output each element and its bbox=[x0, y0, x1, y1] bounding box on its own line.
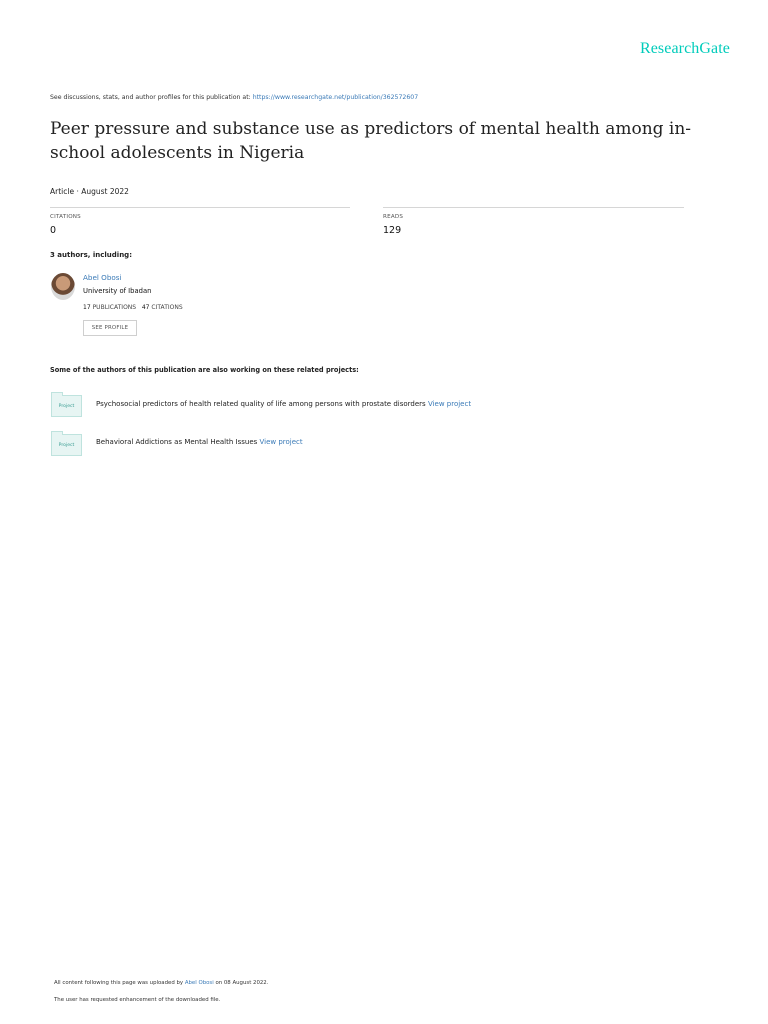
project-item bbox=[96, 438, 303, 446]
project-title: Psychosocial predictors of health related quality of life among persons with prostate disorders bbox=[96, 400, 426, 408]
author-citations-count: 47 bbox=[141, 304, 150, 311]
citations-value: 0 bbox=[50, 225, 57, 236]
uploader-link[interactable]: Abel Obosi bbox=[184, 980, 214, 986]
article-title: Peer pressure and substance use as predictors of mental health among in-school adolescents in Nigeria bbox=[50, 119, 692, 163]
author-citations-label: CITATIONS bbox=[151, 304, 183, 311]
project-folder-icon: Project bbox=[51, 395, 82, 417]
discussion-line bbox=[50, 94, 418, 101]
publication-link[interactable]: https://www.researchgate.net/publication/362572607 bbox=[252, 94, 419, 101]
project-folder-icon: Project bbox=[51, 434, 82, 456]
citations-label: CITATIONS bbox=[50, 214, 81, 220]
view-project-link[interactable]: View project bbox=[259, 438, 303, 446]
upload-note bbox=[54, 980, 268, 986]
see-profile-button[interactable]: SEE PROFILE bbox=[83, 320, 137, 336]
publications-count: 17 bbox=[83, 304, 91, 311]
upload-prefix: All content following this page was uploaded by bbox=[54, 980, 184, 986]
reads-value: 129 bbox=[383, 225, 402, 236]
view-project-link[interactable]: View project bbox=[427, 400, 472, 408]
reads-label: READS bbox=[383, 214, 404, 220]
project-item bbox=[96, 400, 471, 408]
citations-divider bbox=[50, 207, 350, 208]
reads-divider bbox=[383, 207, 684, 208]
projects-heading: Some of the authors of this publication are also working on these related projects: bbox=[50, 366, 359, 374]
author-name-link[interactable]: Abel Obosi bbox=[83, 273, 122, 282]
project-title: Behavioral Addictions as Mental Health Issues bbox=[96, 438, 258, 446]
article-meta: Article · August 2022 bbox=[50, 187, 129, 196]
authors-heading: 3 authors, including: bbox=[50, 251, 132, 259]
publications-label: PUBLICATIONS bbox=[92, 304, 137, 311]
enhancement-note: The user has requested enhancement of the downloaded file. bbox=[54, 997, 221, 1003]
author-avatar[interactable] bbox=[51, 273, 75, 300]
author-stats bbox=[83, 304, 183, 311]
researchgate-logo[interactable]: ResearchGate bbox=[639, 40, 730, 57]
author-institution: University of Ibadan bbox=[83, 287, 152, 295]
discussion-prefix: See discussions, stats, and author profiles for this publication at: bbox=[50, 94, 251, 101]
upload-suffix: on 08 August 2022. bbox=[215, 980, 269, 986]
